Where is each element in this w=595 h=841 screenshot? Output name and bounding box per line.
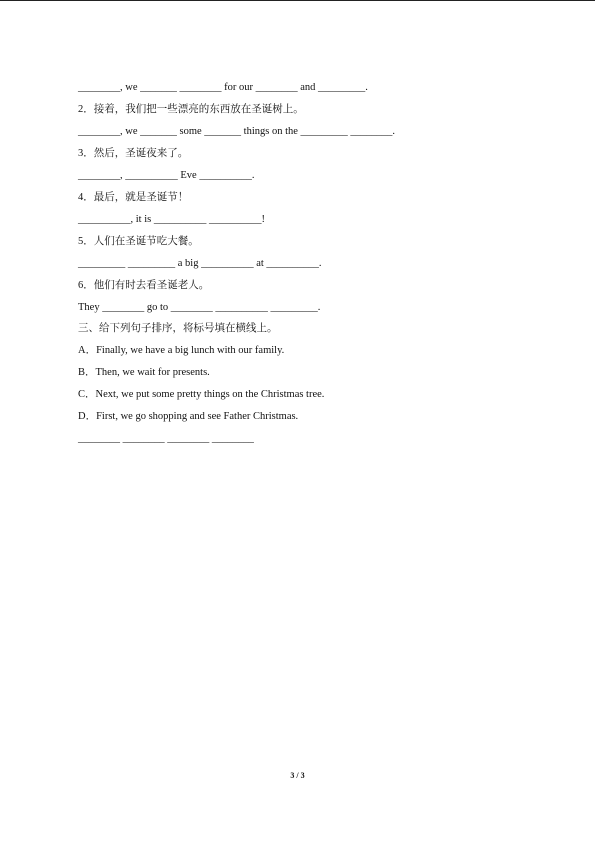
section-heading: 三、给下列句子排序，将标号填在横线上。 xyxy=(78,323,278,334)
sentence-option: D．First, we go shopping and see Father Christmas. xyxy=(78,411,299,422)
exercise-line: ________, we _______ some _______ things on the _________ ________. xyxy=(78,126,396,137)
exercise-line: 6．他们有时去看圣诞老人。 xyxy=(78,280,210,291)
top-rule xyxy=(0,0,595,1)
sentence-option: A．Finally, we have a big lunch with our family. xyxy=(78,345,285,356)
exercise-line: 3．然后，圣诞夜来了。 xyxy=(78,148,189,159)
exercise-line: 2．接着，我们把一些漂亮的东西放在圣诞树上。 xyxy=(78,104,304,115)
exercise-line: They ________ go to ________ __________ _________. xyxy=(78,302,321,313)
exercise-line: 4．最后，就是圣诞节！ xyxy=(78,192,189,203)
sentence-option: B．Then, we wait for presents. xyxy=(78,367,210,378)
page-number: 3 / 3 xyxy=(290,771,305,780)
exercise-line: __________, it is __________ __________! xyxy=(78,214,265,225)
exercise-line: ________, we _______ ________ for our ________ and _________. xyxy=(78,82,368,93)
exercise-line: _________ _________ a big __________ at __________. xyxy=(78,258,322,269)
answer-blanks: ________ ________ ________ ________ xyxy=(78,433,254,444)
exercise-line: ________, __________ Eve __________. xyxy=(78,170,255,181)
exercise-line: 5．人们在圣诞节吃大餐。 xyxy=(78,236,199,247)
sentence-option: C．Next, we put some pretty things on the Christmas tree. xyxy=(78,389,325,400)
